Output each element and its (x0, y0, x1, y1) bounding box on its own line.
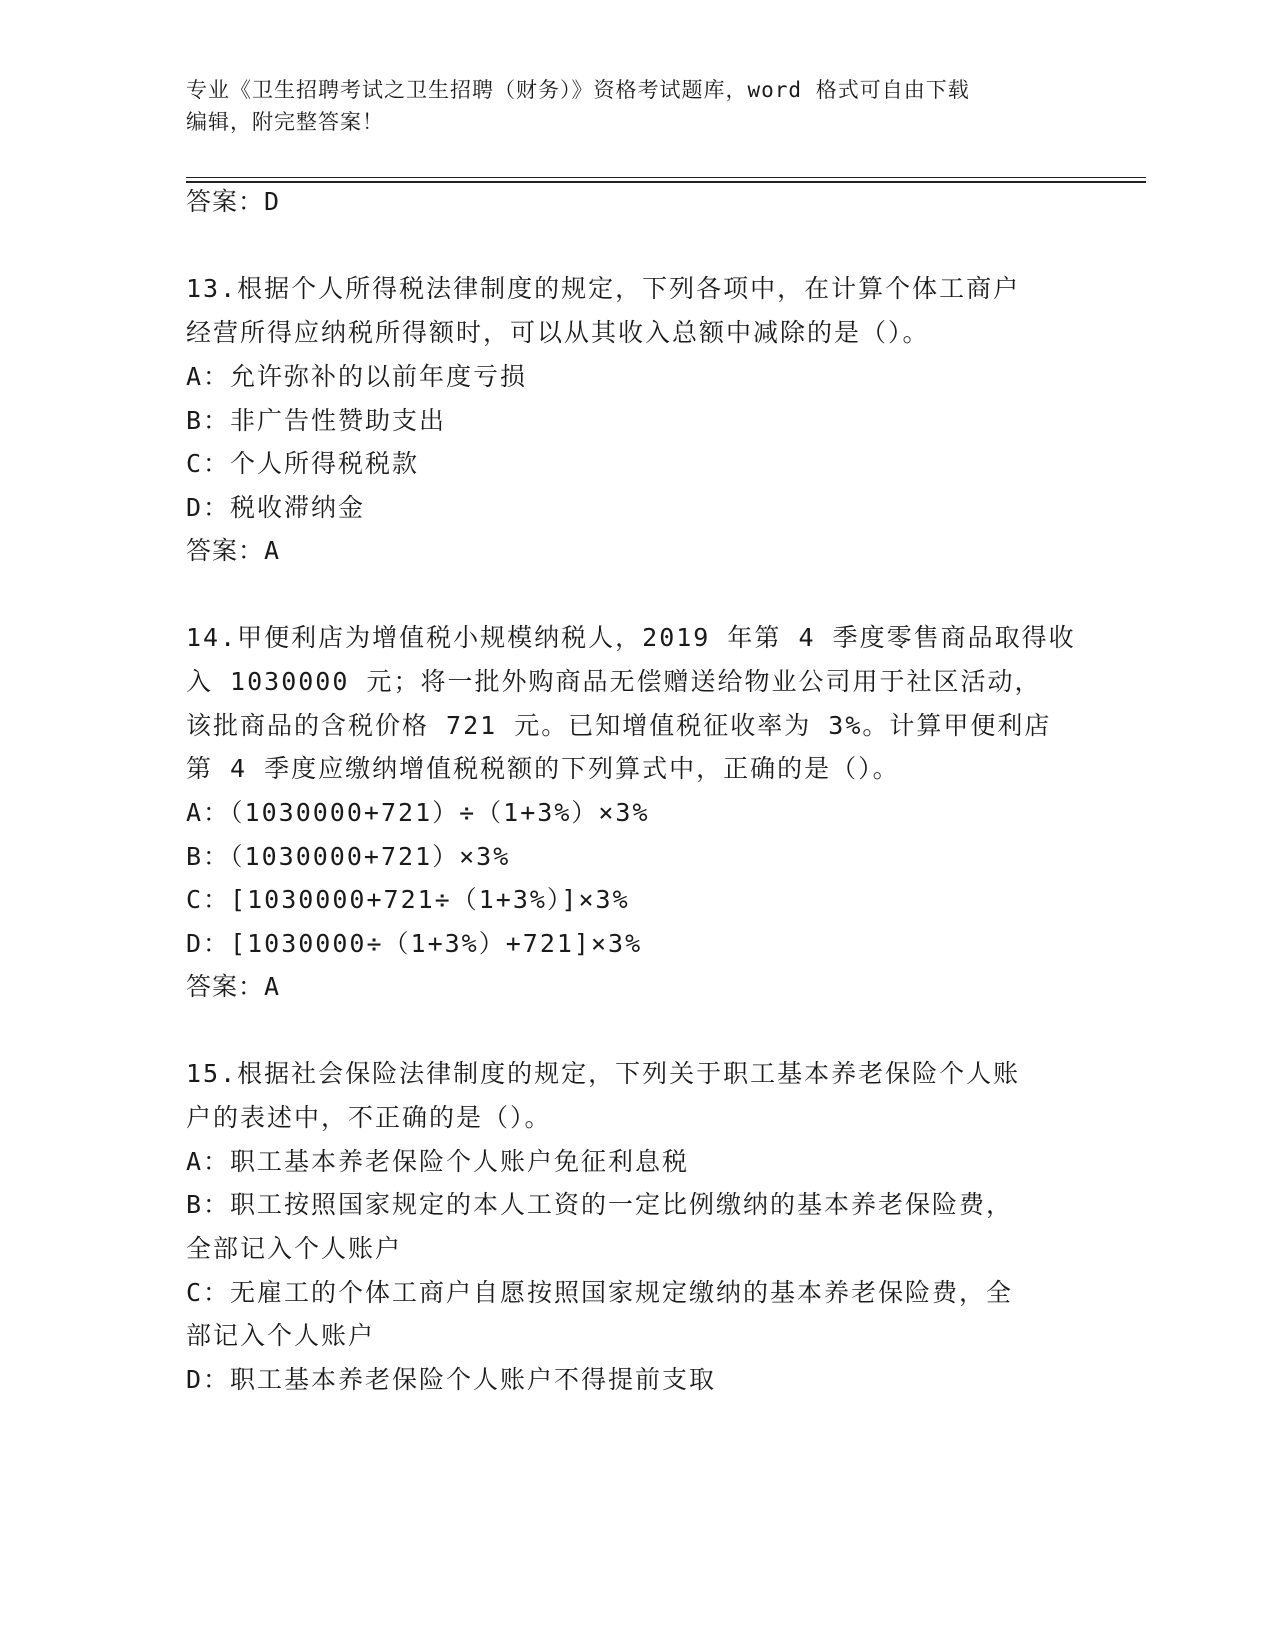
question-14-option-b: B：（1030000+721）×3% (186, 842, 511, 871)
question-13-option-c: C：个人所得税税款 (186, 449, 420, 478)
question-15-stem-line-1: 15.根据社会保险法律制度的规定，下列关于职工基本养老保险个人账 (186, 1059, 1021, 1088)
question-15-option-c-line-2: 部记入个人账户 (186, 1321, 376, 1350)
question-13-stem-line-2: 经营所得应纳税所得额时，可以从其收入总额中减除的是（）。 (186, 318, 930, 347)
question-13-option-d: D：税收滞纳金 (186, 493, 366, 522)
question-13-option-a: A：允许弥补的以前年度亏损 (186, 362, 528, 391)
question-14-stem-line-1: 14.甲便利店为增值税小规模纳税人，2019 年第 4 季度零售商品取得收 (186, 623, 1076, 652)
question-14-option-d: D：[1030000÷（1+3%）+721]×3% (186, 929, 643, 958)
question-14-answer: 答案：A (186, 972, 281, 1001)
header-divider-thin (186, 177, 1146, 178)
question-14-option-a: A：（1030000+721）÷（1+3%）×3% (186, 798, 650, 827)
question-15-option-b-line-1: B：职工按照国家规定的本人工资的一定比例缴纳的基本养老保险费， (186, 1190, 1014, 1219)
question-14-stem-line-4: 第 4 季度应缴纳增值税税额的下列算式中，正确的是（）。 (186, 754, 900, 783)
question-14-stem-line-3: 该批商品的含税价格 721 元。已知增值税征收率为 3%。计算甲便利店 (186, 711, 1052, 740)
question-14-option-c: C：[1030000+721÷（1+3%）]×3% (186, 885, 630, 914)
document-header (186, 74, 1086, 138)
question-13-option-b: B：非广告性赞助支出 (186, 406, 447, 435)
previous-answer: 答案：D (186, 187, 281, 216)
question-13-stem-line-1: 13.根据个人所得税法律制度的规定，下列各项中，在计算个体工商户 (186, 274, 1021, 303)
header-line-1: 专业《卫生招聘考试之卫生招聘（财务）》资格考试题库，word 格式可自由下载 (186, 78, 970, 102)
question-15-option-a: A：职工基本养老保险个人账户免征利息税 (186, 1147, 690, 1176)
question-15-option-c-line-1: C：无雇工的个体工商户自愿按照国家规定缴纳的基本养老保险费，全 (186, 1278, 1014, 1307)
question-15-option-d: D：职工基本养老保险个人账户不得提前支取 (186, 1365, 717, 1394)
question-14-stem-line-2: 入 1030000 元；将一批外购商品无偿赠送给物业公司用于社区活动， (186, 667, 1042, 696)
question-15-stem-line-2: 户的表述中，不正确的是（）。 (186, 1103, 552, 1132)
question-13-answer: 答案：A (186, 536, 281, 565)
header-divider-thick (186, 181, 1146, 183)
header-line-2: 编辑，附完整答案！ (186, 110, 384, 134)
question-15-option-b-line-2: 全部记入个人账户 (186, 1234, 403, 1263)
